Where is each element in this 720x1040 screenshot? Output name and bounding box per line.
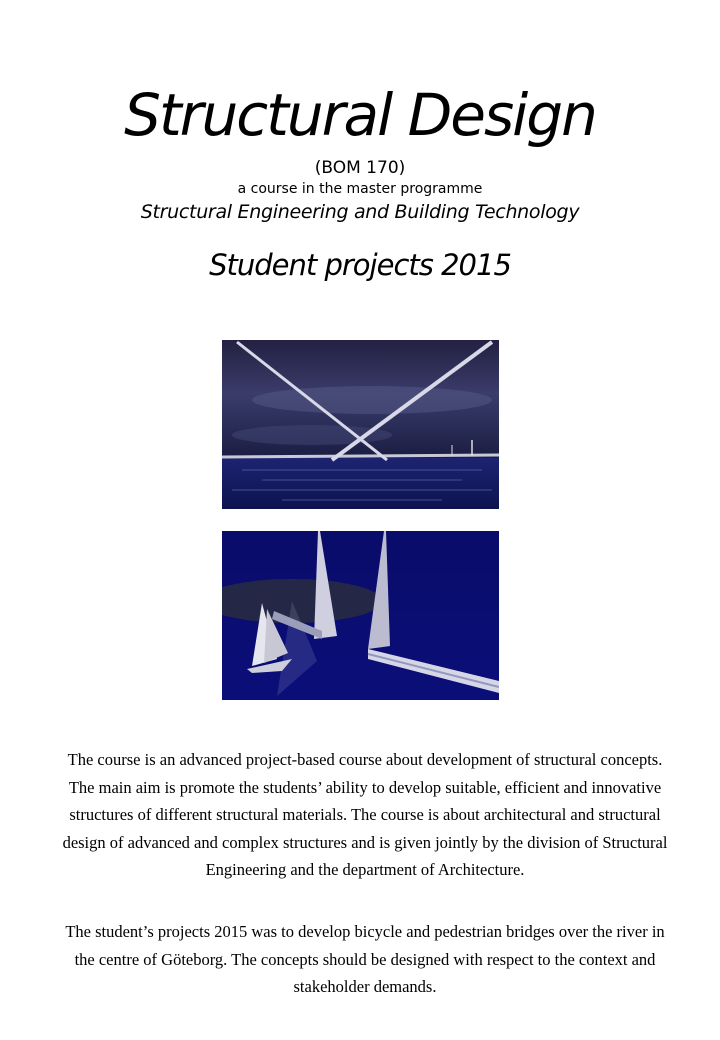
page-title: Structural Design: [124, 81, 596, 149]
bridge-x-pylon-image: [222, 340, 499, 509]
bridge-render-top: [222, 340, 499, 509]
course-subtitle: a course in the master programme: [237, 181, 483, 197]
projects-heading: Student projects 2015: [209, 248, 511, 282]
course-description-paragraph: The course is an advanced project-based course about development of structural concepts. The main aim is promote the students’ ability to develop suitable, efficient and innovative structures of different structural materials. The course is about architectural and structural design of advanced and complex structures and is given jointly by the division of Structural Engineering and the department of Architecture.: [62, 750, 668, 879]
bridge-render-bottom: [222, 531, 499, 700]
programme-name: Structural Engineering and Building Technology: [140, 201, 580, 223]
bridge-sail-pylon-image: [222, 531, 499, 700]
projects-description-paragraph: The student’s projects 2015 was to develop bicycle and pedestrian bridges over the river in the centre of Göteborg. The concepts should be designed with respect to the context and stakeholder demands.: [65, 922, 665, 996]
course-code: (BOM 170): [314, 158, 406, 178]
